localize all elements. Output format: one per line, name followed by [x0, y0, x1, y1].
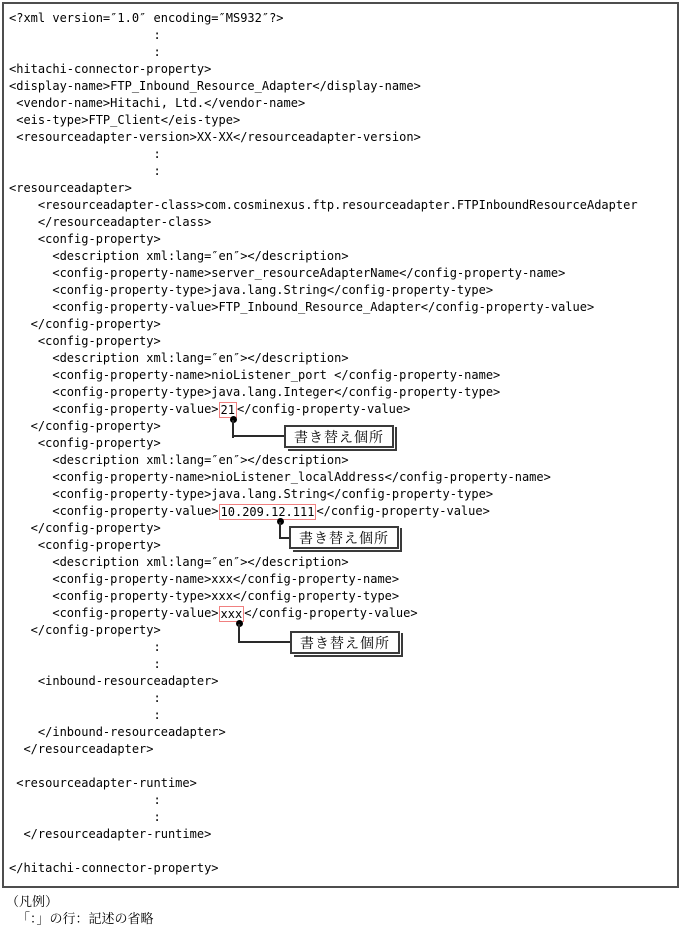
code-line: <description xml:lang=″en″></description> [9, 249, 349, 263]
rewrite-value-highlight: 21 [220, 402, 235, 417]
code-line: <config-property-value> xxx </config-property-value> [9, 606, 418, 621]
code-line: </inbound-resourceadapter> [9, 725, 226, 739]
rewrite-label: 書き替え個所 [300, 634, 390, 651]
code-line: <description xml:lang=″en″></description> [9, 555, 349, 569]
code-line: <config-property-name>server_resourceAdapterName</config-property-name> [9, 266, 566, 280]
code-line: </config-property> [9, 521, 161, 535]
connector-line [232, 435, 284, 437]
code-line: <config-property> [9, 538, 161, 552]
rewrite-label-box [290, 631, 400, 654]
code-line: : [9, 164, 161, 178]
connector-line [279, 537, 289, 539]
code-line: : [9, 147, 161, 161]
code-line: <config-property> [9, 436, 161, 450]
code-line: <config-property-type>java.lang.String</config-property-type> [9, 487, 494, 501]
code-line: <config-property-type>java.lang.String</config-property-type> [9, 283, 494, 297]
code-line: : [9, 28, 161, 42]
code-line: </hitachi-connector-property> [9, 861, 219, 875]
code-line: : [9, 45, 161, 59]
code-line: : [9, 810, 161, 824]
legend [6, 893, 154, 927]
code-line: <config-property-type>xxx</config-property-type> [9, 589, 400, 603]
code-line [9, 843, 675, 860]
code-line: <config-property-name>xxx</config-property-name> [9, 572, 400, 586]
code-line: <description xml:lang=″en″></description> [9, 351, 349, 365]
code-line: </config-property> [9, 623, 161, 637]
code-line: </config-property> [9, 317, 161, 331]
rewrite-value-highlight: xxx [220, 606, 243, 621]
legend-entry: 「：」の行：記述の省略 [17, 911, 154, 926]
code-line: <vendor-name>Hitachi, Ltd.</vendor-name> [9, 96, 306, 110]
code-line [9, 758, 675, 775]
code-line: <config-property-name>nioListener_localAddress</config-property-name> [9, 470, 551, 484]
code-line: <config-property-name>nioListener_port </config-property-name> [9, 368, 501, 382]
code-line: <config-property-value>FTP_Inbound_Resource_Adapter</config-property-value> [9, 300, 595, 314]
code-line: <config-property> [9, 232, 161, 246]
code-line: <inbound-resourceadapter> [9, 674, 219, 688]
code-line: <resourceadapter-version>XX-XX</resourceadapter-version> [9, 130, 421, 144]
code-line: : [9, 657, 161, 671]
code-line: <display-name>FTP_Inbound_Resource_Adapter</display-name> [9, 79, 421, 93]
code-line: <config-property-value> 21 </config-property-value> [9, 402, 411, 417]
code-line: <config-property> [9, 334, 161, 348]
rewrite-label: 書き替え個所 [294, 428, 384, 445]
code-line: </resourceadapter-runtime> [9, 827, 212, 841]
code-line: <hitachi-connector-property> [9, 62, 212, 76]
code-line: <config-property-type>java.lang.Integer</config-property-type> [9, 385, 501, 399]
code-line: <resourceadapter-class>com.cosminexus.ftp.resourceadapter.FTPInboundResourceAdapter [9, 198, 638, 212]
code-line: : [9, 708, 161, 722]
code-line: <resourceadapter> [9, 181, 132, 195]
legend-heading: （凡例） [6, 894, 59, 909]
code-line: <description xml:lang=″en″></description> [9, 453, 349, 467]
rewrite-label: 書き替え個所 [299, 529, 389, 546]
code-line: <eis-type>FTP_Client</eis-type> [9, 113, 241, 127]
connector-line [238, 641, 290, 643]
code-line: <resourceadapter-runtime> [9, 776, 197, 790]
rewrite-label-box [289, 526, 399, 549]
rewrite-label-box [284, 425, 394, 448]
code-line: </resourceadapter-class> [9, 215, 212, 229]
code-line: </config-property> [9, 419, 161, 433]
code-line: <config-property-value> 10.209.12.111 </config-property-value> [9, 504, 490, 519]
code-line: </resourceadapter> [9, 742, 154, 756]
rewrite-value-highlight: 10.209.12.111 [220, 504, 315, 519]
code-line: <?xml version=″1.0″ encoding=″MS932″?> [9, 11, 284, 25]
code-line: : [9, 640, 161, 654]
code-line: : [9, 793, 161, 807]
code-line: : [9, 691, 161, 705]
